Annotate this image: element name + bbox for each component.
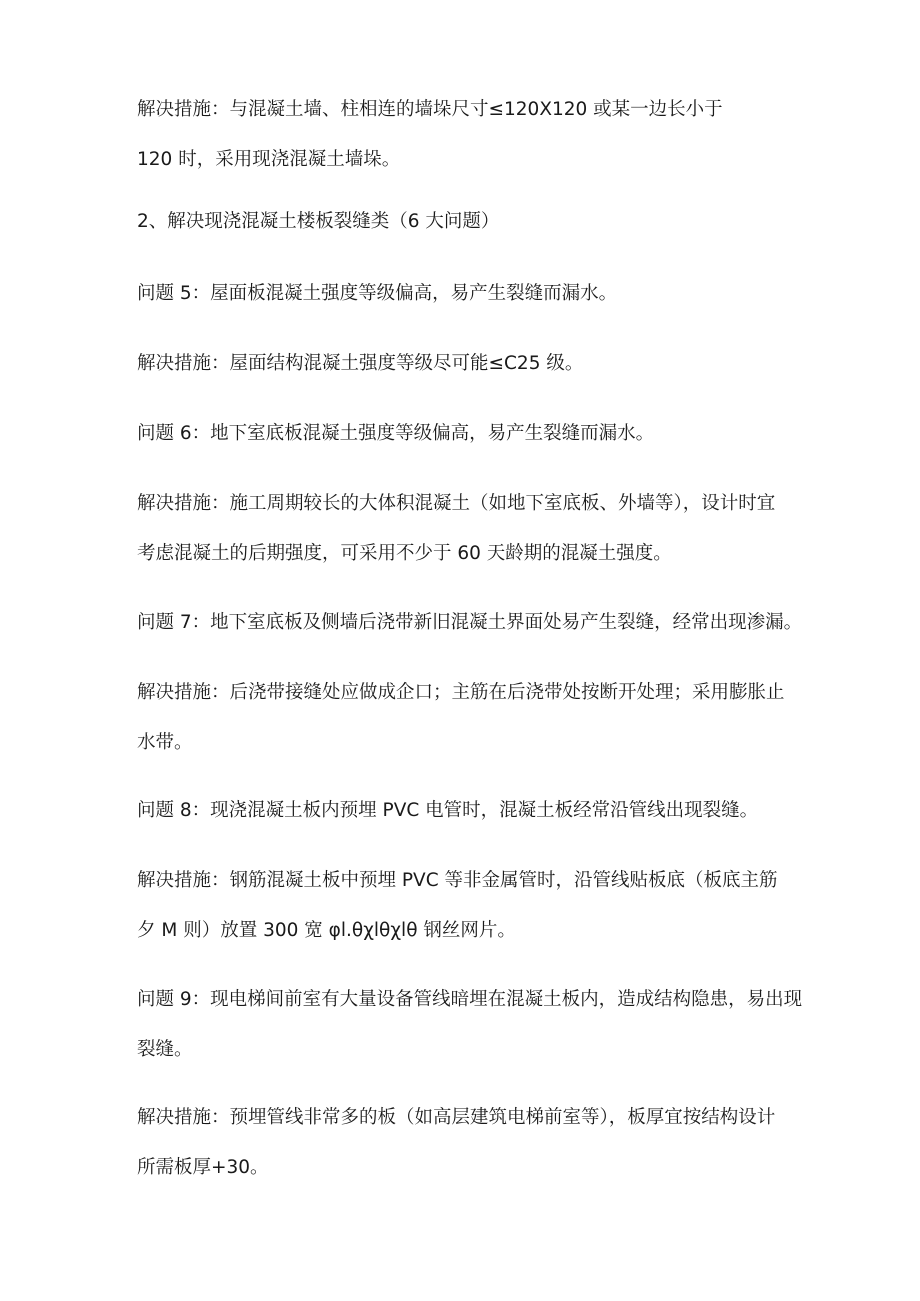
section-heading-floor-slab-cracks	[137, 197, 797, 247]
paragraph-line: 解决措施：与混凝土墙、柱相连的墙垛尺寸≤120X120 或某一边长小于	[137, 99, 723, 120]
paragraph-solution-9	[137, 1093, 797, 1193]
paragraph-line: 解决措施：施工周期较长的大体积混凝土（如地下室底板、外墙等），设计时宜	[137, 493, 776, 514]
paragraph-problem-7	[137, 598, 803, 648]
paragraph-solution-7	[137, 668, 797, 768]
paragraph-problem-8	[137, 786, 797, 836]
paragraph-line: 水带。	[137, 732, 193, 753]
paragraph-line: 解决措施：预埋管线非常多的板（如高层建筑电梯前室等），板厚宜按结构设计	[137, 1107, 776, 1128]
paragraph-solution-5	[137, 339, 797, 389]
paragraph-line: 考虑混凝土的后期强度，可采用不少于 60 天龄期的混凝土强度。	[137, 543, 672, 564]
paragraph-line: 问题 6：地下室底板混凝土强度等级偏高，易产生裂缝而漏水。	[137, 423, 655, 444]
paragraph-line: 120 时，采用现浇混凝土墙垛。	[137, 149, 401, 170]
paragraph-line: 2、解决现浇混凝土楼板裂缝类（6 大问题）	[137, 211, 500, 232]
paragraph-problem-5	[137, 269, 797, 319]
paragraph-line: 解决措施：后浇带接缝处应做成企口；主筋在后浇带处按断开处理；采用膨胀止	[137, 682, 785, 703]
paragraph-solution-8	[137, 856, 797, 956]
paragraph-line: 问题 9：现电梯间前室有大量设备管线暗埋在混凝土板内，造成结构隐患，易出现	[137, 989, 803, 1010]
paragraph-solution-6	[137, 479, 797, 579]
paragraph-line: 解决措施：钢筋混凝土板中预埋 PVC 等非金属管时，沿管线贴板底（板底主筋	[137, 870, 778, 891]
paragraph-line: 问题 8：现浇混凝土板内预埋 PVC 电管时，混凝土板经常沿管线出现裂缝。	[137, 800, 759, 821]
paragraph-line: 问题 7：地下室底板及侧墙后浇带新旧混凝土界面处易产生裂缝，经常出现渗漏。	[137, 612, 803, 633]
paragraph-line: 夕 M 则）放置 300 宽 φl.θχlθχlθ 钢丝网片。	[137, 920, 516, 941]
paragraph-solution-wall-pier	[137, 85, 797, 185]
paragraph-line: 所需板厚+30。	[137, 1157, 269, 1178]
paragraph-line: 解决措施：屋面结构混凝土强度等级尽可能≤C25 级。	[137, 353, 584, 374]
paragraph-problem-9	[137, 975, 803, 1075]
paragraph-line: 问题 5：屋面板混凝土强度等级偏高，易产生裂缝而漏水。	[137, 283, 618, 304]
paragraph-problem-6	[137, 409, 797, 459]
paragraph-line: 裂缝。	[137, 1039, 193, 1060]
